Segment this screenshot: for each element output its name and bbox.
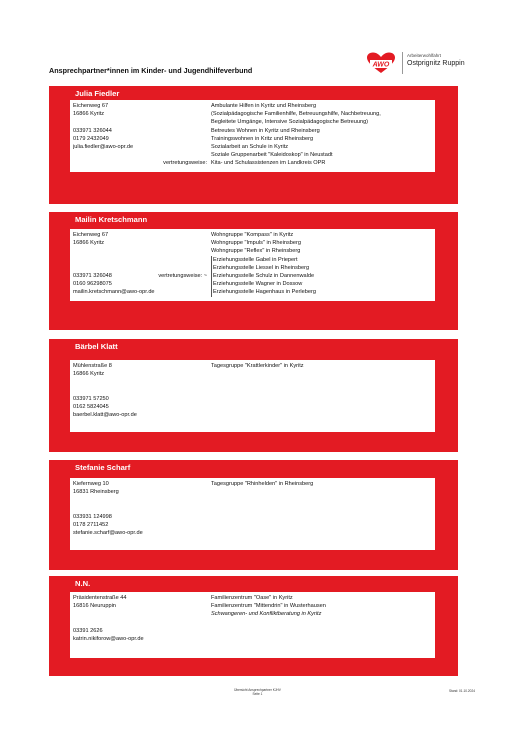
service-item: Betreutes Wohnen in Kyritz und Rheinsberg (211, 127, 320, 134)
street: Kiefernweg 10 (73, 481, 109, 487)
spacer (73, 256, 207, 264)
contact-name: Stefanie Scharf (75, 463, 131, 472)
spacer (73, 151, 207, 159)
service-item: (Sozialpädagogische Familienhilfe, Betreuungshilfe, Nachbetreuung, (211, 111, 381, 118)
service-item: Sozialarbeit an Schule in Kyritz (211, 143, 289, 150)
phone: 03391 2626 (73, 627, 103, 634)
spacer (73, 505, 207, 513)
contact-address-column (73, 480, 207, 537)
spacer (73, 264, 207, 272)
street: Eichenweg 67 (73, 232, 109, 238)
service-item: Ambulante Hilfen in Kyritz und Rheinsberg (211, 103, 317, 109)
contact-details (70, 229, 435, 301)
mobile: 0160 96298075 (73, 281, 112, 288)
service-item: Begleitete Umgänge, Intensive Sozialpädagogische Betreuung) (211, 119, 369, 126)
contact-details (70, 592, 435, 658)
spacer (73, 610, 207, 618)
services-column (211, 231, 433, 297)
city: 16866 Kyritz (73, 371, 105, 378)
service-item: Familienzentrum "Mittendrin" in Wusterhausen (211, 603, 326, 610)
city: 16866 Kyritz (73, 240, 105, 247)
phone: 033971 326044 (73, 127, 112, 134)
logo-text (402, 52, 465, 74)
logo-line-1: Arbeiterwohlfahrt (407, 53, 442, 58)
contact-name: Julia Fiedler (75, 89, 120, 98)
contact-address-column (73, 362, 207, 419)
spacer (73, 496, 207, 504)
service-item: Wohngruppe "Reflex" in Rheinsberg (211, 248, 301, 255)
phone: 033971 326048 (73, 272, 112, 279)
awo-logo (366, 52, 465, 74)
city: 16866 Kyritz (73, 111, 105, 118)
service-item: Kita- und Schulassistenzen im Landkreis OPR (211, 160, 326, 167)
phone: 033931 124998 (73, 513, 112, 520)
street: Eichenweg 67 (73, 103, 109, 109)
contact-name: Mailin Kretschmann (75, 215, 148, 224)
logo-line-2: Ostprignitz Ruppin (407, 60, 465, 67)
contact-details (70, 100, 435, 172)
contact-address-column (73, 231, 207, 297)
city: 16816 Neuruppin (73, 603, 116, 610)
spacer (73, 118, 207, 126)
foster-homes-group (211, 256, 433, 297)
service-item: Wohngruppe "Impuls" in Rheinsberg (211, 240, 301, 247)
page-title: Ansprechpartner*innen im Kinder- und Jugendhilfeverbund (49, 66, 253, 75)
contact-address-column (73, 102, 207, 168)
services-column (211, 594, 433, 619)
substitute-label: vertretungsweise: (163, 160, 207, 167)
substitute-label: vertretungsweise: ~ (158, 272, 207, 279)
contact-card-mailin-kretschmann (49, 212, 458, 330)
email: julia.fiedler@awo-opr.de (73, 143, 134, 150)
phone: 033971 57250 (73, 395, 109, 402)
awo-heart-logo (366, 52, 396, 74)
contact-details (70, 360, 435, 432)
contact-card-julia-fiedler (49, 86, 458, 204)
service-item: Erziehungsstelle Schulz in Dannenwalde (211, 272, 433, 280)
service-item: Tagesgruppe "Rhinhelden" in Rheinsberg (211, 481, 314, 487)
contact-card-stefanie-scharf (49, 460, 458, 570)
mobile: 0178 2711452 (73, 521, 109, 528)
service-item: Erziehungsstelle Hagenhaus in Perleberg (211, 288, 433, 296)
street: Mühlenstraße 8 (73, 363, 112, 369)
street: Präsidentenstraße 44 (73, 595, 127, 601)
contact-name: N.N. (75, 579, 91, 588)
contact-name: Bärbel Klatt (75, 342, 118, 351)
email: mailin.kretschmann@awo-opr.de (73, 289, 155, 296)
footer-center (0, 688, 515, 696)
service-item: Wohngruppe "Kompass" in Kyritz (211, 232, 294, 238)
city: 16831 Rheinsberg (73, 489, 119, 496)
spacer (73, 378, 207, 386)
email: stefanie.scharf@awo-opr.de (73, 530, 143, 537)
email: katrin.nikiforow@awo-opr.de (73, 635, 144, 642)
email: baerbel.klatt@awo-opr.de (73, 412, 137, 419)
footer-date: Stand: 01.10.2024 (448, 689, 475, 693)
service-item: Soziale Gruppenarbeit "Kaleidoskop" in Neustadt (211, 152, 333, 159)
footer-document-title: Übersicht Ansprechpartner KJHV (234, 688, 281, 692)
spacer (73, 387, 207, 395)
service-item: Erziehungsstelle Gabel in Priepert (211, 256, 433, 264)
contact-details (70, 478, 435, 550)
contact-address-column (73, 594, 207, 643)
mobile: 0162 5824045 (73, 403, 109, 410)
mobile: 0179 2432049 (73, 135, 109, 142)
service-item: Erziehungsstelle Liessel in Rheinsberg (211, 264, 433, 272)
service-item: Schwangeren- und Konfliktberatung in Kyritz (211, 611, 322, 618)
contact-card-baerbel-klatt (49, 339, 458, 452)
contact-card-nn (49, 576, 458, 676)
service-item: Tagesgruppe "Krattlerkinder" in Kyritz (211, 363, 304, 369)
svg-text:AWO: AWO (372, 61, 390, 69)
services-column (211, 102, 433, 168)
spacer (73, 247, 207, 255)
services-column (211, 362, 433, 370)
service-item: Trainingswohnen in Kritz und Rheinsberg (211, 135, 314, 142)
spacer (73, 619, 207, 627)
phone-row (73, 272, 207, 280)
service-item: Erziehungsstelle Wagner in Dossow (211, 280, 433, 288)
services-column (211, 480, 433, 488)
service-item: Familienzentrum "Oase" in Kyritz (211, 595, 293, 601)
footer-page-number: Seite 1 (252, 692, 263, 696)
